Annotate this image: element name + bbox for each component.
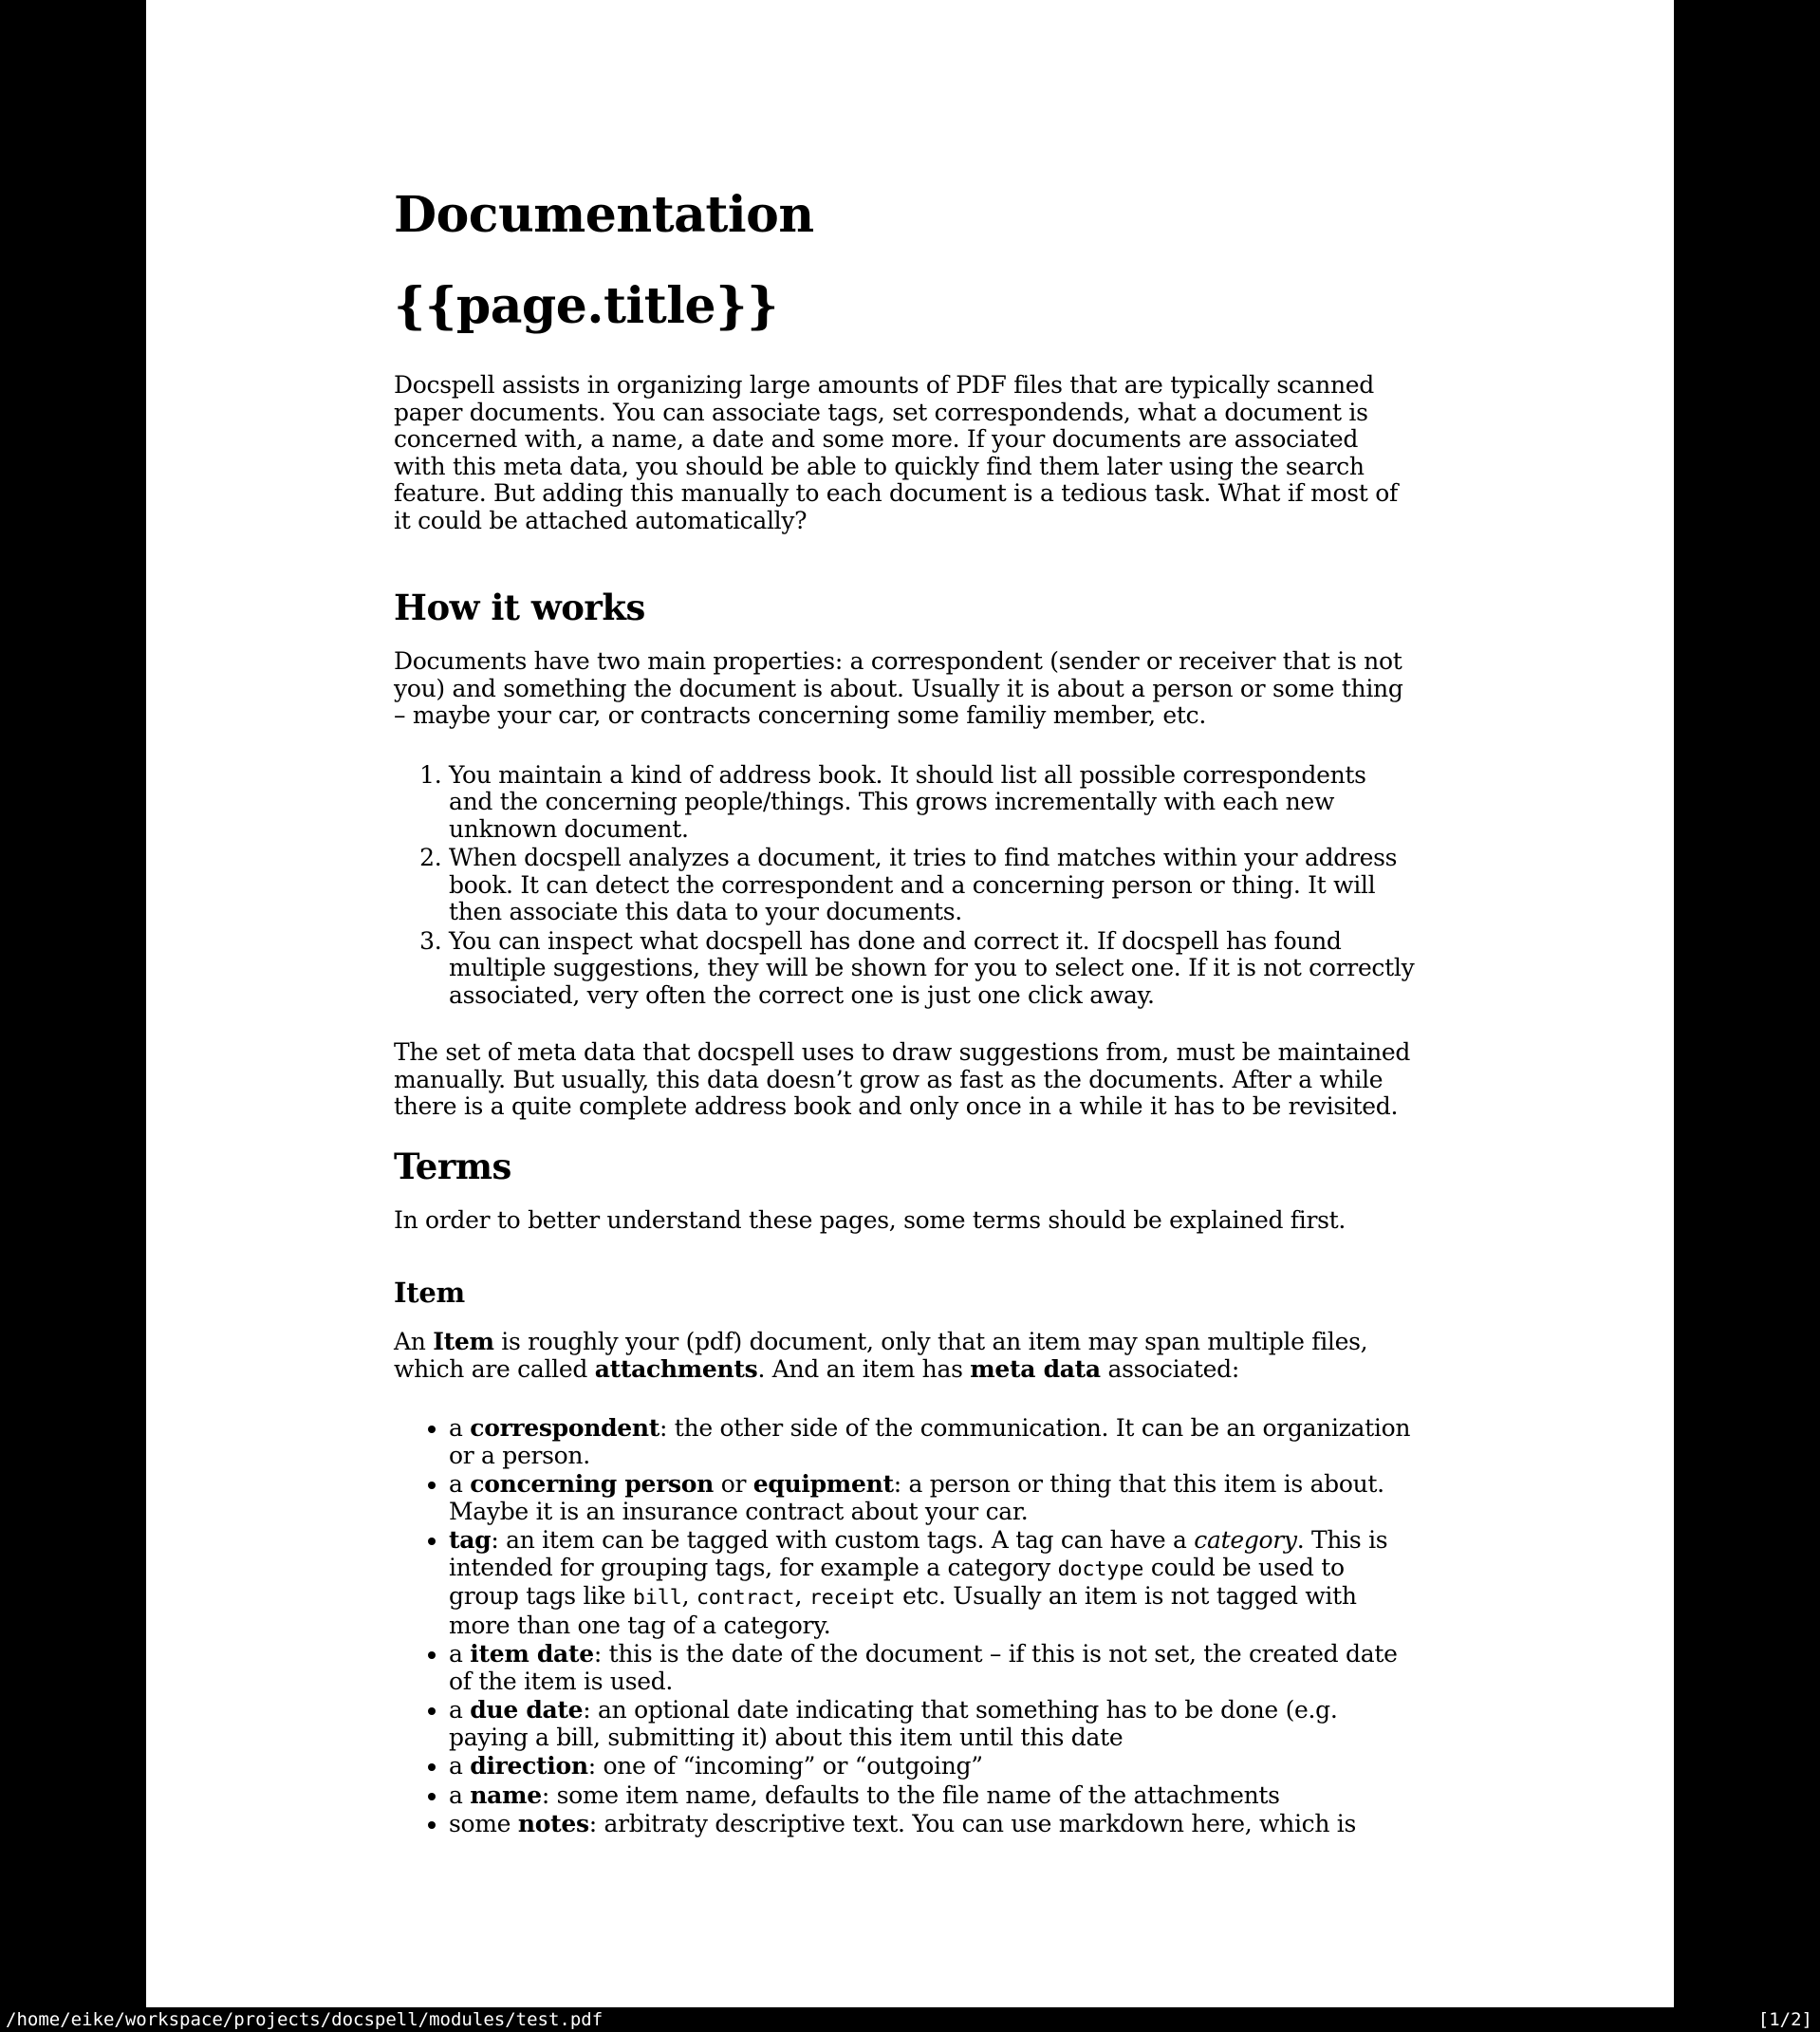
statusbar (0, 2007, 1820, 2032)
terms-intro-paragraph: In order to better understand these pages, some terms should be explained first. (394, 1205, 1346, 1234)
bullet-notes: • some notes: arbitraty descriptive text. You can use markdown here, which is (449, 1811, 1417, 1838)
section-heading-how-it-works: How it works (394, 587, 645, 628)
doc-heading-documentation: Documentation (394, 186, 814, 244)
statusbar-file-path: /home/eike/workspace/projects/docspell/modules/test.pdf (6, 2009, 604, 2030)
how-it-works-steps-list (394, 762, 1417, 1010)
section-heading-terms: Terms (394, 1145, 511, 1187)
item-meta-data-list (394, 1415, 1417, 1838)
subsection-heading-item: Item (394, 1277, 465, 1309)
how-it-works-paragraph: Documents have two main properties: a correspondent (sender or receiver that is not you) and something the document is about. Usually it is about a person or some thing – maybe your car, or contracts concerning some familiy member, etc. (394, 647, 1403, 729)
bullet-due-date: • a due date: an optional date indicating that something has to be done (e.g. paying a bill, submitting it) about this item until this date (449, 1697, 1417, 1751)
bullet-correspondent: • a correspondent: the other side of the communication. It can be an organization or a person. (449, 1415, 1417, 1469)
step-item-1: 1. You maintain a kind of address book. It should list all possible correspondents and the concerning people/things. This grows incrementally with each new unknown document. (449, 762, 1417, 844)
step-item-3: 3. You can inspect what docspell has done and correct it. If docspell has found multiple suggestions, they will be shown for you to select one. If it is not correctly associated, very often the correct one is just one click away. (449, 928, 1417, 1010)
bullet-direction: • a direction: one of “incoming” or “outgoing” (449, 1753, 1417, 1780)
document-content (394, 0, 1417, 1838)
how-it-works-outro-paragraph: The set of meta data that docspell uses to draw suggestions from, must be maintained manually. But usually, this data doesn’t grow as fast as the documents. After a while there is a quite complete address book and only once in a while it has to be revisited. (394, 1038, 1411, 1120)
doc-heading-page-title-template: {{page.title}} (394, 277, 778, 335)
intro-paragraph: Docspell assists in organizing large amounts of PDF files that are typically scanned paper documents. You can associate tags, set correspondends, what a document is concerned with, a name, a date and some more. If your documents are associated with this meta data, you should be able to quickly find them later using the search feature. But adding this manually to each document is a tedious task. What if most of it could be attached automatically? (394, 371, 1398, 534)
item-definition-paragraph: An Item is roughly your (pdf) document, only that an item may span multiple files, which are called attachments. And an item has meta data associated: (394, 1328, 1368, 1383)
bullet-concerning-person-equipment: • a concerning person or equipment: a person or thing that this item is about. Maybe it is an insurance contract about your car. (449, 1471, 1417, 1525)
bullet-item-date: • a item date: this is the date of the document – if this is not set, the created date of the item is used. (449, 1641, 1417, 1695)
bullet-tag: • tag: an item can be tagged with custom tags. A tag can have a category. This is intended for grouping tags, for example a category doctype could be used to group tags like bill, contract, receipt etc. Usually an item is not tagged with more than one tag of a category. (449, 1527, 1417, 1639)
pdf-page-surface[interactable] (146, 0, 1674, 2007)
step-item-2: 2. When docspell analyzes a document, it tries to find matches within your address book. It can detect the correspondent and a concerning person or thing. It will then associate this data to your documents. (449, 845, 1417, 926)
bullet-name: • a name: some item name, defaults to the file name of the attachments (449, 1782, 1417, 1810)
statusbar-page-indicator: [1/2] (1757, 2009, 1812, 2030)
